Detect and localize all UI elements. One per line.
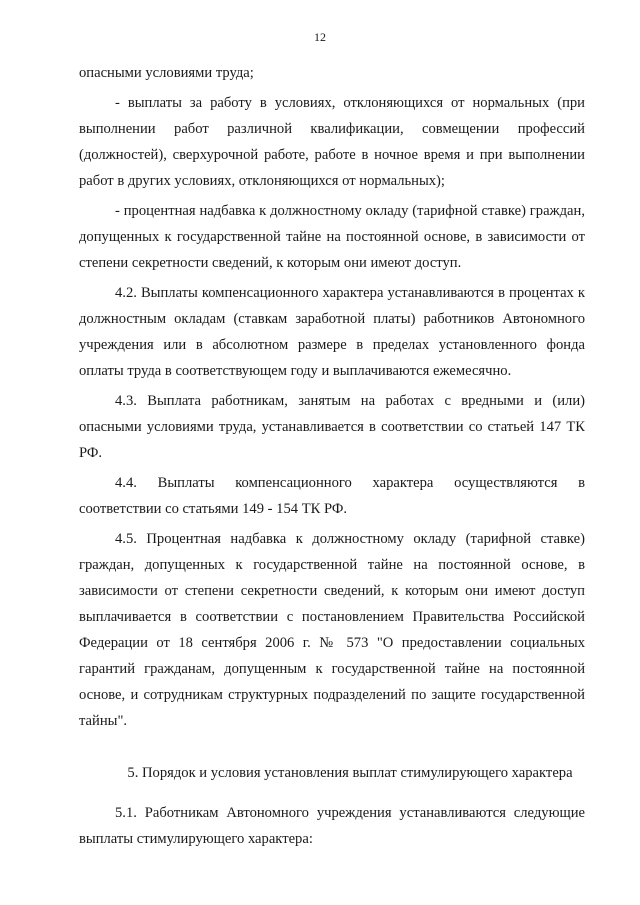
paragraph-continuation: опасными условиями труда; [79,65,254,81]
paragraph-bullet-secrecy-allowance: - процентная надбавка к должностному окладу (тарифной ставке) граждан, допущенных к государственной тайне на постоянной основе, в зависимости от степени секретности сведений, к которым они имеют доступ. [79,203,585,271]
paragraph-4-3: 4.3. Выплата работникам, занятым на работах с вредными и (или) опасными условиями труда, устанавливается в соответствии со статьей 147 ТК РФ. [79,393,585,461]
paragraph-bullet-deviations: - выплаты за работу в условиях, отклоняющихся от нормальных (при выполнении работ различной квалификации, совмещении профессий (должностей), сверхурочной работе, работе в ночное время и при выполнении работ в других условиях, отклоняющихся от нормальных); [79,95,585,189]
page-number: 12 [314,30,326,44]
document-body [79,60,585,852]
section-heading: 5. Порядок и условия установления выплат стимулирующего характера [127,765,573,781]
paragraph-5-1: 5.1. Работникам Автономного учреждения устанавливаются следующие выплаты стимулирующего характера: [79,805,585,847]
paragraph-4-2: 4.2. Выплаты компенсационного характера устанавливаются в процентах к должностным окладам (ставкам заработной платы) работников Автономного учреждения или в абсолютном размере в пределах установленного фонда оплаты труда в соответствующем году и выплачиваются ежемесячно. [79,285,585,379]
paragraph-4-5: 4.5. Процентная надбавка к должностному окладу (тарифной ставке) граждан, допущенных к государственной тайне на постоянной основе, в зависимости от степени секретности сведений, к которым они имеют доступ выплачивается в соответствии с постановлением Правительства Российской Федерации от 18 сентября 2006 г. № 573 "О предоставлении социальных гарантий гражданам, допущенным к государственной тайне на постоянной основе, и сотрудникам структурных подразделений по защите государственной тайны". [79,531,585,729]
paragraph-4-4: 4.4. Выплаты компенсационного характера осуществляются в соответствии со статьями 149 - 154 ТК РФ. [79,475,585,517]
